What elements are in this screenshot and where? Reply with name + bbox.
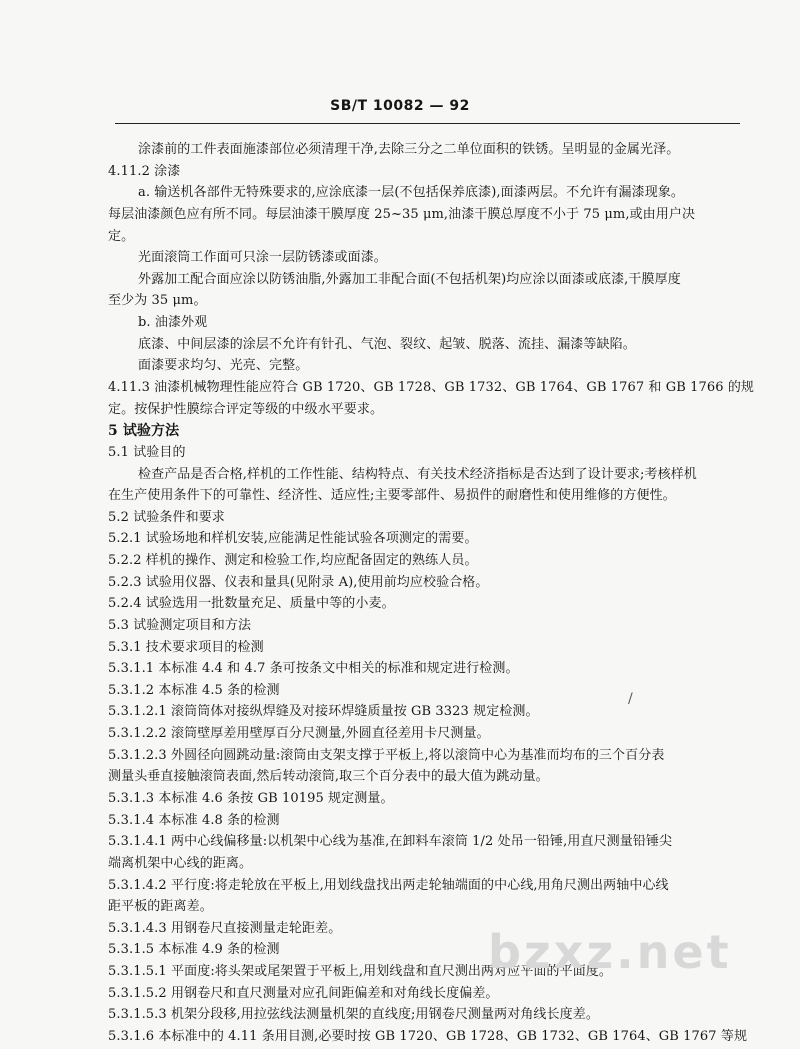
text-line: 距平板的距离差。 bbox=[108, 899, 213, 914]
clause-heading: 5.3.1.5.2 用钢卷尺和直尺测量对应孔间距偏差和对角线长度偏差。 bbox=[108, 986, 499, 1001]
clause-heading: 5.2.2 样机的操作、测定和检验工作,均应配备固定的熟练人员。 bbox=[108, 553, 478, 568]
clause-heading: 5.2.4 试验选用一批数量充足、质量中等的小麦。 bbox=[108, 596, 395, 611]
text-line: 光面滚筒工作面可只涂一层防锈漆或面漆。 bbox=[138, 250, 387, 265]
text-line: 涂漆前的工件表面施漆部位必须清理干净,去除三分之二单位面积的铁锈。呈明显的金属光泽。 bbox=[138, 142, 680, 157]
section-heading: 5 试验方法 bbox=[108, 423, 180, 439]
text-line: 端离机架中心线的距离。 bbox=[108, 856, 253, 871]
clause-heading: 5.3.1.1 本标准 4.4 和 4.7 条可按条文中相关的标准和规定进行检测。 bbox=[108, 661, 519, 676]
clause-heading: 5.3.1.2.3 外圆径向圆跳动量:滚筒由支架支撑于平板上,将以滚筒中心为基准而均布的三个百分表 bbox=[108, 748, 665, 763]
clause-heading: 5.3.1.2.2 滚筒壁厚差用壁厚百分尺测量,外圆直径差用卡尺测量。 bbox=[108, 726, 490, 741]
text-line: 每层油漆颜色应有所不同。每层油漆干膜厚度 25~35 μm,油漆干膜总厚度不小于 75 μm,或由用户决 bbox=[108, 207, 696, 222]
clause-heading: 5.3.1.4.1 两中心线偏移量:以机架中心线为基准,在卸料车滚筒 1/2 处吊一铅锤,用直尺测量铅锤尖 bbox=[108, 834, 673, 849]
header-rule bbox=[115, 123, 740, 124]
clause-heading: 5.3.1.4 本标准 4.8 条的检测 bbox=[108, 813, 280, 828]
clause-heading: 5.3.1.4.3 用钢卷尺直接测量走轮距差。 bbox=[108, 921, 342, 936]
clause-heading: 5.3.1 技术要求项目的检测 bbox=[108, 640, 264, 655]
clause-heading: 5.3.1.3 本标准 4.6 条按 GB 10195 规定测量。 bbox=[108, 791, 394, 806]
text-line: 测量头垂直接触滚筒表面,然后转动滚筒,取三个百分表中的最大值为跳动量。 bbox=[108, 769, 549, 784]
clause-heading: 5.3.1.5.3 机架分段移,用拉弦线法测量机架的直线度;用钢卷尺测量两对角线长度差。 bbox=[108, 1007, 599, 1022]
text-line: 至少为 35 μm。 bbox=[108, 293, 207, 308]
clause-heading: 5.2.1 试验场地和样机安装,应能满足性能试验各项测定的需要。 bbox=[108, 531, 478, 546]
clause-heading: 5.3.1.4.2 平行度:将走轮放在平板上,用划线盘找出两走轮轴端面的中心线,用角尺测出两轴中心线 bbox=[108, 878, 669, 893]
clause-heading: 5.3.1.2 本标准 4.5 条的检测 bbox=[108, 683, 280, 698]
clause-heading: 5.3.1.6 本标准中的 4.11 条用目测,必要时按 GB 1720、GB 1728、GB 1732、GB 1764、GB 1767 等规 bbox=[108, 1029, 748, 1044]
text-line: 底漆、中间层漆的涂层不允许有针孔、气泡、裂纹、起皱、脱落、流挂、漏漆等缺陷。 bbox=[138, 337, 636, 352]
clause-heading: 4.11.3 油漆机械物理性能应符合 GB 1720、GB 1728、GB 1732、GB 1764、GB 1767 和 GB 1766 的规 bbox=[108, 380, 755, 395]
scan-mark: / bbox=[628, 691, 633, 707]
clause-heading: 5.3.1.5.1 平面度:将头架或尾架置于平板上,用划线盘和直尺测出两对应平面的平面度。 bbox=[108, 964, 613, 979]
text-line: 定。按保护性膜综合评定等级的中级水平要求。 bbox=[108, 402, 384, 417]
text-line: 在生产使用条件下的可靠性、经济性、适应性;主要零部件、易损件的耐磨性和使用维修的方便性。 bbox=[108, 488, 676, 503]
standard-code-header: SB/T 10082 — 92 bbox=[330, 98, 470, 114]
clause-heading: 5.3 试验测定项目和方法 bbox=[108, 618, 252, 633]
text-line: 定。 bbox=[108, 229, 135, 244]
clause-heading: 5.3.1.5 本标准 4.9 条的检测 bbox=[108, 942, 280, 957]
text-line: 面漆要求均匀、光亮、完整。 bbox=[138, 358, 309, 373]
clause-heading: 5.2 试验条件和要求 bbox=[108, 510, 225, 525]
clause-heading: 5.3.1.2.1 滚筒筒体对接纵焊缝及对接环焊缝质量按 GB 3323 规定检测。 bbox=[108, 704, 539, 719]
clause-heading: 5.2.3 试验用仪器、仪表和量具(见附录 A),使用前均应校验合格。 bbox=[108, 575, 489, 590]
text-line: b. 油漆外观 bbox=[138, 315, 208, 330]
text-line: a. 输送机各部件无特殊要求的,应涂底漆一层(不包括保养底漆),面漆两层。不允许有漏漆现象。 bbox=[138, 185, 685, 200]
clause-heading: 5.1 试验目的 bbox=[108, 445, 186, 460]
clause-heading: 4.11.2 涂漆 bbox=[108, 164, 181, 179]
watermark: bzxz.net bbox=[488, 925, 732, 979]
text-line: 检查产品是否合格,样机的工作性能、结构特点、有关技术经济指标是否达到了设计要求;考核样机 bbox=[138, 467, 697, 482]
text-line: 外露加工配合面应涂以防锈油脂,外露加工非配合面(不包括机架)均应涂以面漆或底漆,干膜厚度 bbox=[138, 272, 681, 287]
